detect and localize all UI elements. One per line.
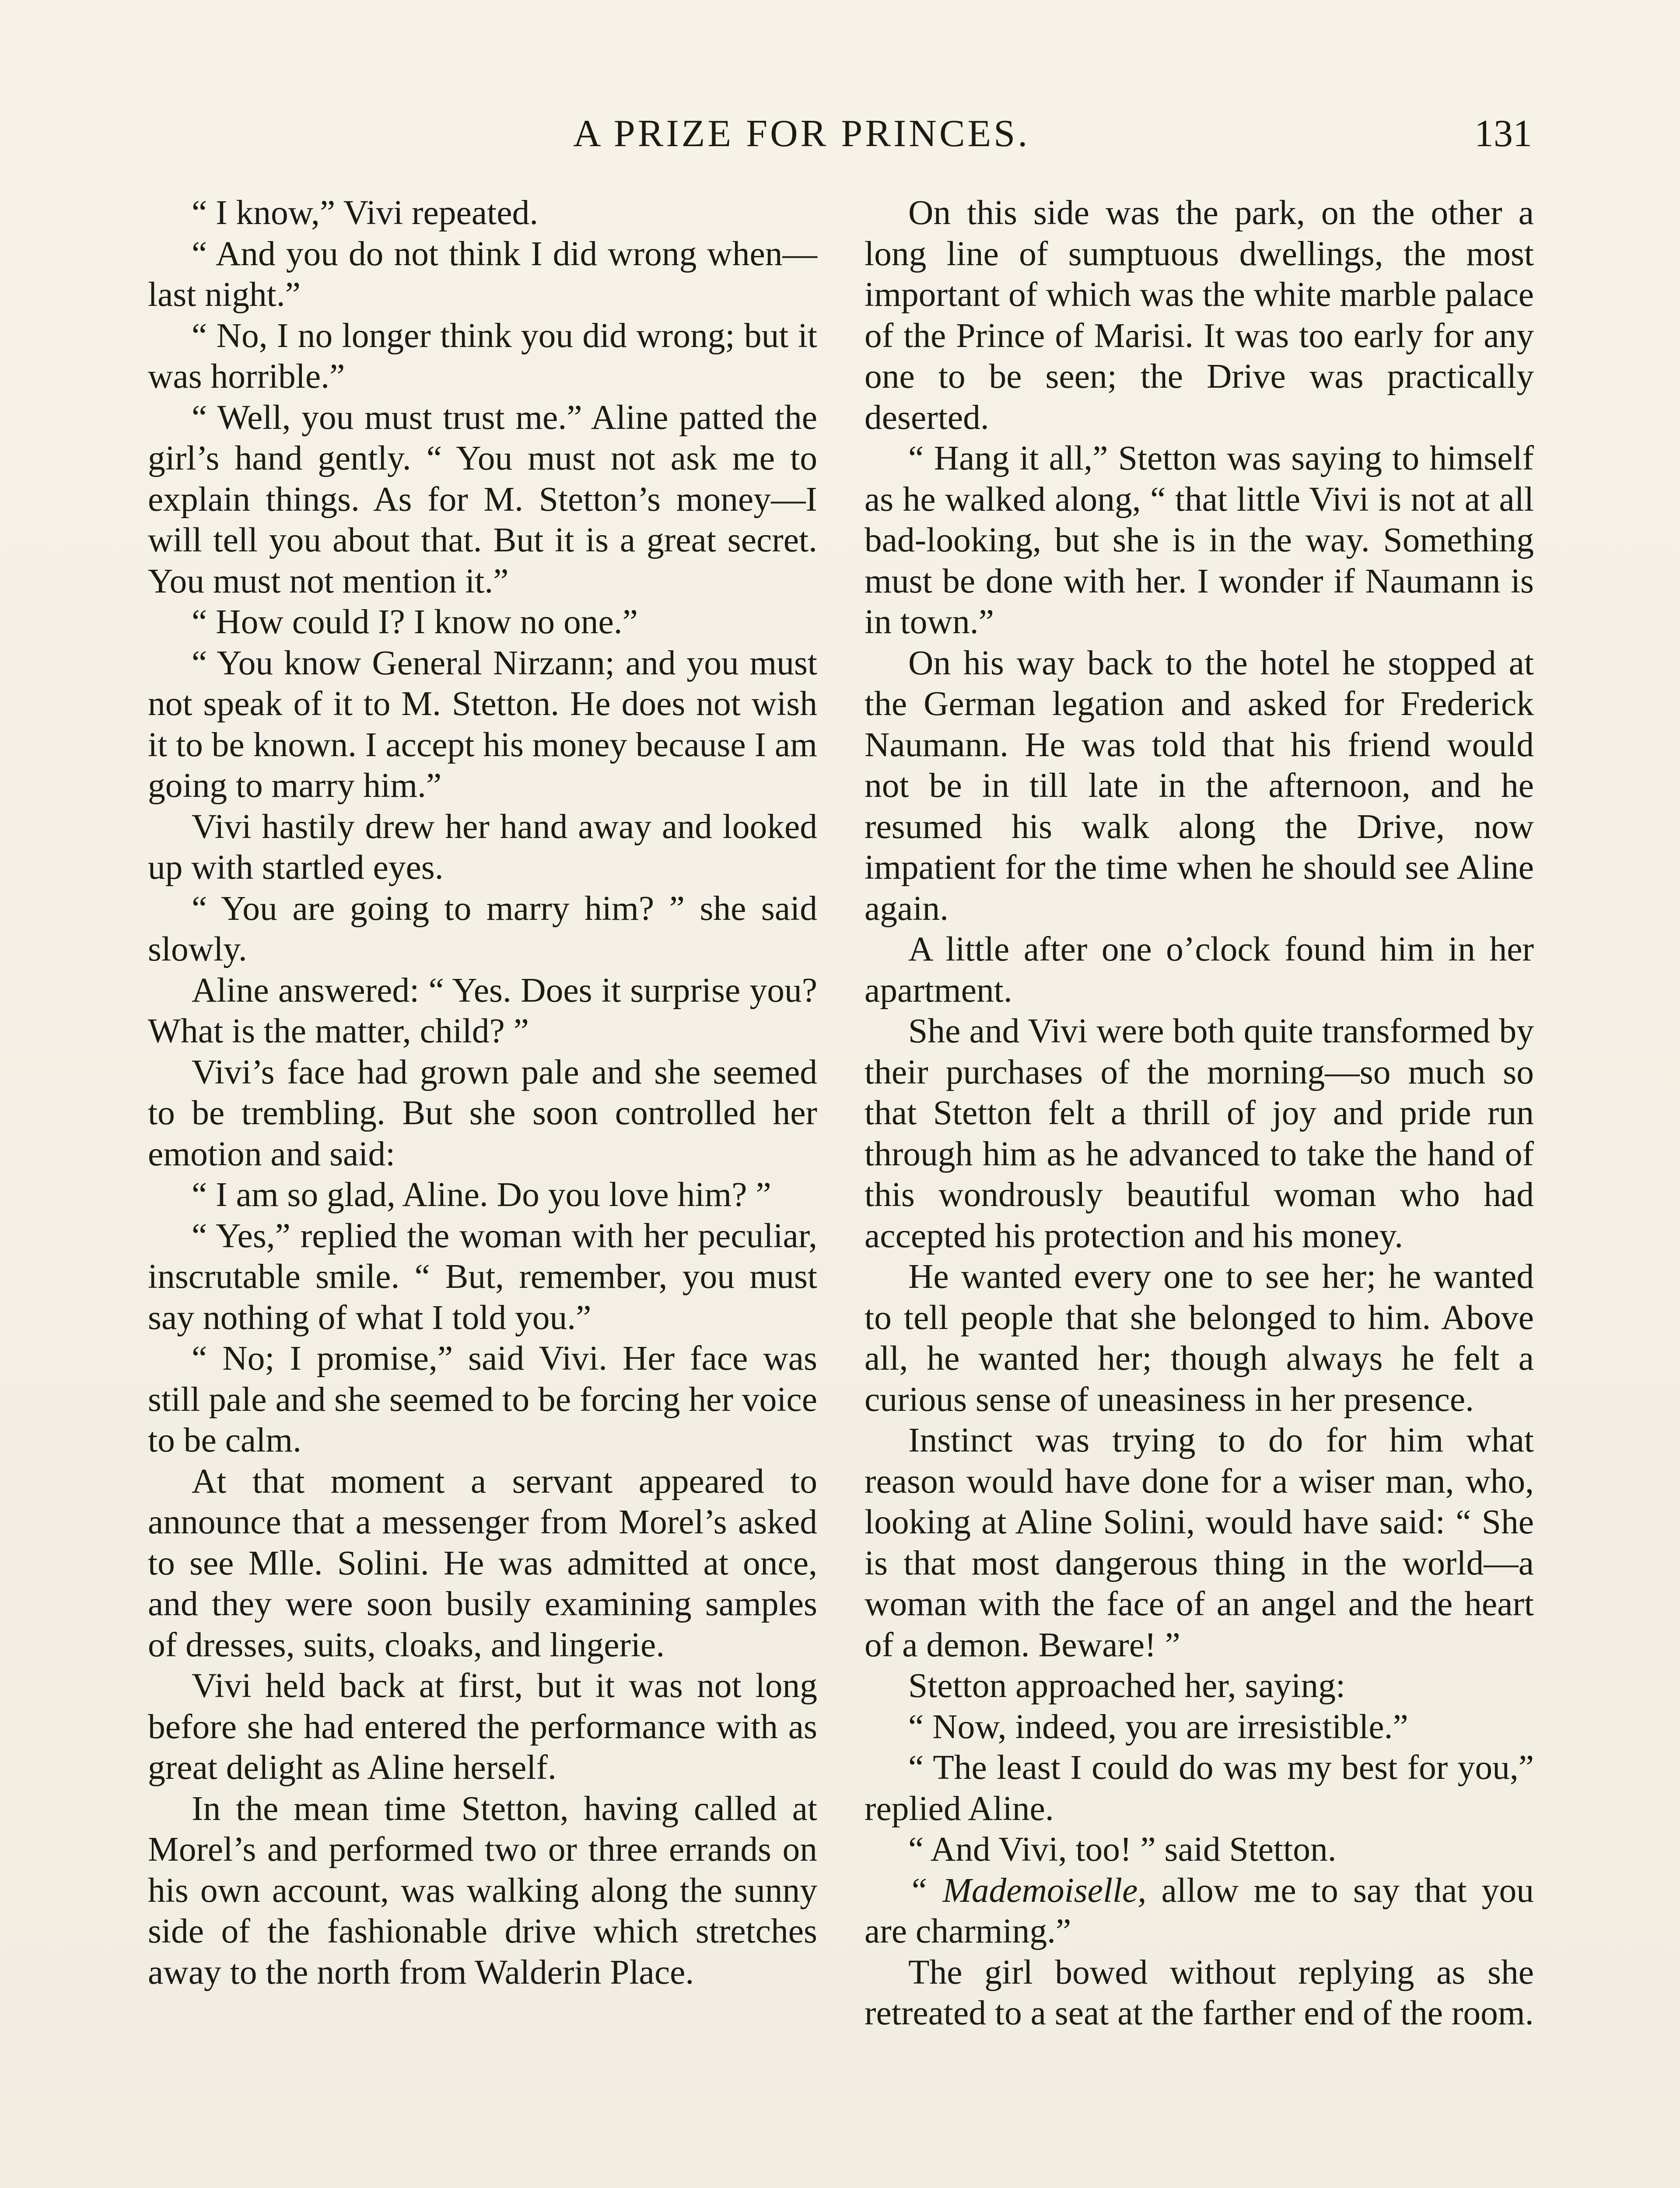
paragraph: “ I am so glad, Aline. Do you love him? ” [192, 1175, 771, 1214]
paragraph: At that moment a servant appeared to announce that a messenger from Morel’s asked to see Mlle. Solini. He was admitted at once, and they were soon busily examining samples of dresses, suits, cloaks, and lingerie. [148, 1462, 817, 1664]
paragraph: She and Vivi were both quite transformed by their purchases of the morning—so much so that Stetton felt a thrill of joy and pride run through him as he advanced to take the hand of this wondrously beautiful woman who had accepted his protection and his money. [864, 1012, 1534, 1255]
paragraph: Vivi’s face had grown pale and she seemed to be trembling. But she soon controlled her emotion and said: [148, 1052, 817, 1173]
paragraph: On his way back to the hotel he stopped at the German legation and asked for Frederick Naumann. He was told that his friend would not be in till late in the afternoon, and he resumed his walk along the Drive, now impatient for the time when he should see Aline again. [864, 643, 1534, 928]
paragraph [864, 1870, 1534, 1952]
paragraph: “ And you do not think I did wrong when—last night.” [148, 234, 817, 314]
paragraph: “ You are going to marry him? ” she said slowly. [148, 889, 817, 968]
paragraph: “ I know,” Vivi repeated. [192, 193, 539, 232]
paragraph: Vivi held back at first, but it was not long before she had entered the performance with as great delight as Aline herself. [148, 1666, 817, 1787]
paragraph: “ How could I? I know no one.” [192, 603, 638, 641]
page-number: 131 [1474, 112, 1532, 155]
paragraph: “ Now, indeed, you are irresistible.” [908, 1707, 1408, 1746]
paragraph: The girl bowed without replying as she retreated to a seat at the farther end of the room. [864, 1953, 1534, 2032]
paragraph: On this side was the park, on the other a long line of sumptuous dwellings, the most important of which was the white marble palace of the Prince of Marisi. It was too early for any one to be seen; the Drive was practically deserted. [864, 193, 1534, 437]
left-column [148, 193, 817, 1993]
paragraph-text: allow me to say that you are charming.” [864, 1871, 1534, 1950]
paragraph: In the mean time Stetton, having called at Morel’s and performed two or three errands on his own account, was walking along the sunny side of the fashionable drive which stretches away to the north from Walderin Place. [148, 1789, 817, 1992]
paragraph: “ And Vivi, too! ” said Stetton. [908, 1830, 1337, 1869]
paragraph: “ No; I promise,” said Vivi. Her face was still pale and she seemed to be forcing her voice to be calm. [148, 1339, 817, 1459]
paragraph: “ Well, you must trust me.” Aline patted the girl’s hand gently. “ You must not ask me to explain things. As for M. Stetton’s money—I will tell you about that. But it is a great secret. You must not mention it.” [148, 398, 817, 600]
paragraph: Stetton approached her, saying: [908, 1666, 1346, 1705]
running-header: A PRIZE FOR PRINCES. [573, 112, 1030, 155]
paragraph: A little after one o’clock found him in her apartment. [864, 930, 1534, 1010]
italic-word: “ Mademoiselle, [908, 1871, 1147, 1910]
paragraph: “ Yes,” replied the woman with her peculiar, inscrutable smile. “ But, remember, you must say nothing of what I told you.” [148, 1216, 817, 1337]
paragraph: Instinct was trying to do for him what reason would have done for a wiser man, who, looking at Aline Solini, would have said: “ She is that most dangerous thing in the world—a woman with the face of an angel and the heart of a demon. Beware! ” [864, 1421, 1534, 1664]
paragraph: Aline answered: “ Yes. Does it surprise you? What is the matter, child? ” [148, 971, 817, 1050]
paragraph: He wanted every one to see her; he wanted to tell people that she belonged to him. Above all, he wanted her; though always he felt a curious sense of uneasiness in her presence. [864, 1257, 1534, 1419]
right-column [864, 193, 1534, 2034]
paragraph: Vivi hastily drew her hand away and looked up with startled eyes. [148, 807, 817, 887]
paragraph: “ No, I no longer think you did wrong; but it was horrible.” [148, 316, 817, 396]
paragraph: “ Hang it all,” Stetton was saying to himself as he walked along, “ that little Vivi is not at all bad-looking, but she is in the way. Something must be done with her. I wonder if Naumann is in town.” [864, 439, 1534, 641]
paragraph: “ The least I could do was my best for you,” replied Aline. [864, 1748, 1534, 1828]
paragraph: “ You know General Nirzann; and you must not speak of it to M. Stetton. He does not wish it to be known. I accept his money because I am going to marry him.” [148, 643, 817, 805]
